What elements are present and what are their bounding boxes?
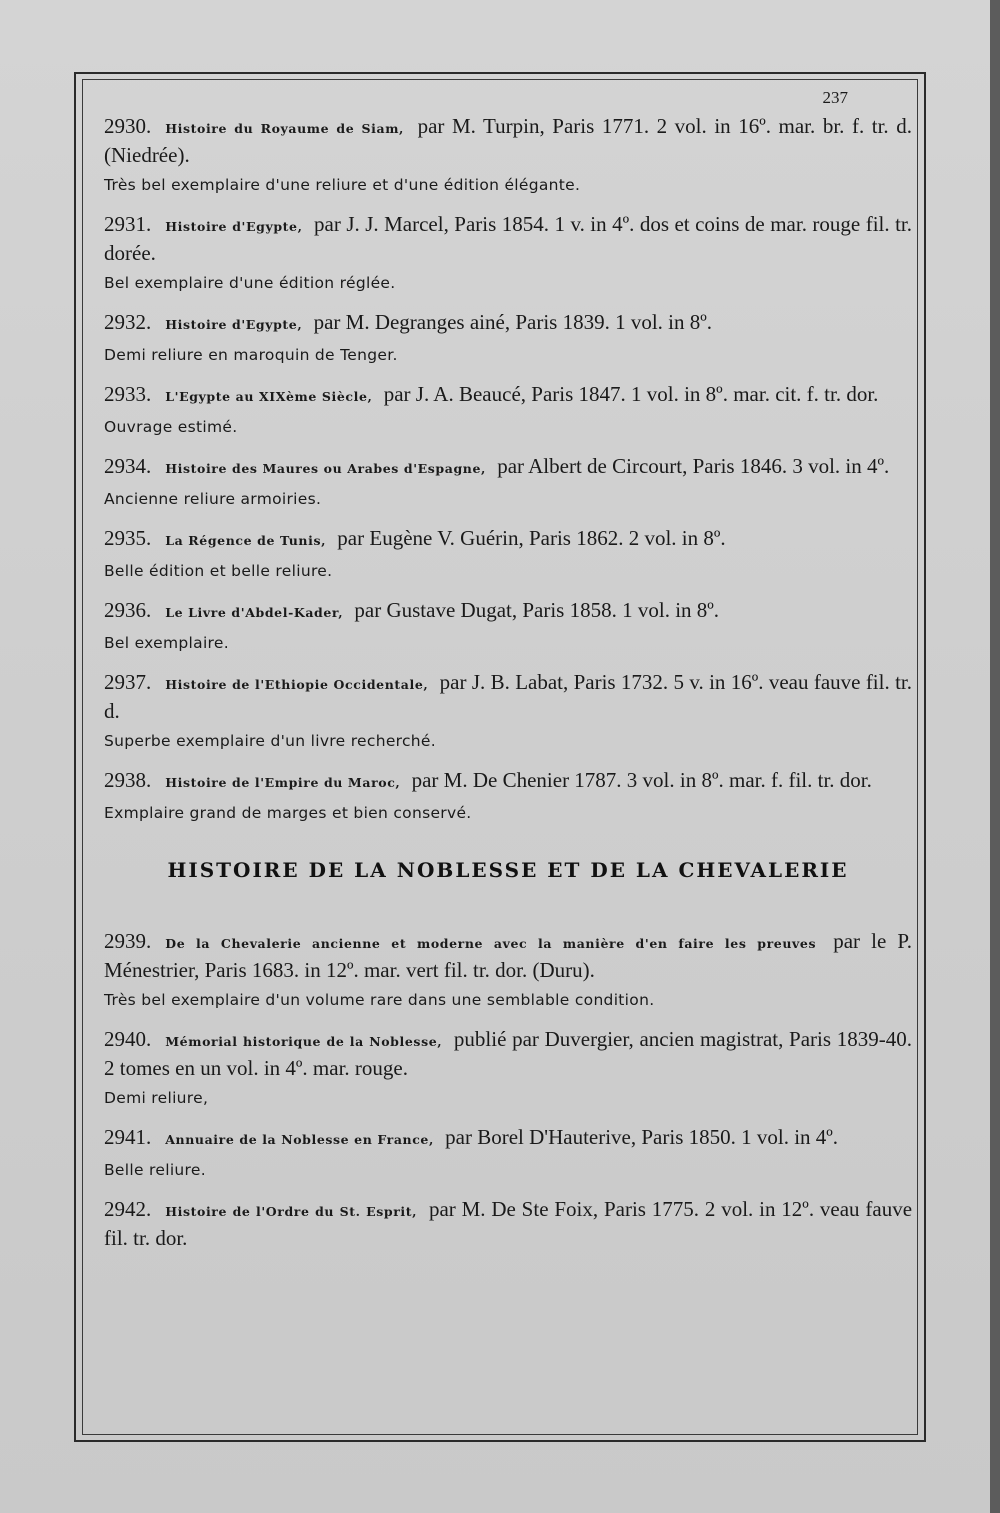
entry-main: [104, 597, 912, 626]
entry-title: Histoire d'Egypte,: [165, 219, 303, 234]
entry-text: par Borel D'Hauterive, Paris 1850. 1 vol. in 4º.: [445, 1125, 839, 1149]
entry-title: Annuaire de la Noblesse en France,: [165, 1132, 434, 1147]
entry-main: [104, 211, 912, 266]
entry-main: [104, 669, 912, 724]
catalog-entry: [104, 309, 912, 366]
entry-text: par J. J. Marcel, Paris 1854. 1 v. in 4º. dos et coins de mar. rouge fil. tr. dorée.: [104, 212, 913, 265]
entry-number: 2939.: [104, 929, 152, 953]
catalog-entry: [104, 453, 912, 510]
entry-title: Histoire des Maures ou Arabes d'Espagne,: [165, 461, 486, 476]
entry-main: [104, 113, 912, 168]
catalog-entry: [104, 1026, 912, 1109]
entry-main: [104, 767, 912, 796]
section-heading: HISTOIRE DE LA NOBLESSE ET DE LA CHEVALERIE: [167, 858, 849, 882]
entry-title: Mémorial historique de la Noblesse,: [165, 1034, 443, 1049]
entry-main: [104, 525, 912, 554]
entry-number: 2941.: [104, 1125, 152, 1149]
entry-text: par M. Degranges ainé, Paris 1839. 1 vol. in 8º.: [313, 310, 713, 334]
entry-note: Demi reliure,: [104, 1089, 209, 1107]
entry-title: Histoire du Royaume de Siam,: [165, 121, 405, 136]
entry-note: Exmplaire grand de marges et bien conservé.: [104, 804, 472, 822]
entry-number: 2937.: [104, 670, 152, 694]
entry-main: [104, 1196, 912, 1251]
entry-main: [104, 453, 912, 482]
entry-text: par le P. Ménestrier, Paris 1683. in 12º. mar. vert fil. tr. dor. (Duru).: [104, 929, 912, 982]
entry-title: Histoire de l'Ethiopie Occidentale,: [165, 677, 429, 692]
entry-note: Superbe exemplaire d'un livre recherché.: [104, 732, 436, 750]
entry-number: 2935.: [104, 526, 152, 550]
entry-title: Histoire de l'Empire du Maroc,: [165, 775, 401, 790]
entry-number: 2932.: [104, 310, 152, 334]
entry-note: Ouvrage estimé.: [104, 418, 238, 436]
entry-text: par M. De Chenier 1787. 3 vol. in 8º. mar. f. fil. tr. dor.: [411, 768, 872, 792]
entry-main: [104, 1124, 912, 1153]
catalog-entry: [104, 525, 912, 582]
catalog-entry: [104, 1196, 912, 1251]
entry-text: par Eugène V. Guérin, Paris 1862. 2 vol. in 8º.: [337, 526, 726, 550]
entry-main: [104, 381, 912, 410]
entry-main: [104, 309, 912, 338]
catalog-entry: [104, 928, 912, 1011]
catalog-entry: [104, 381, 912, 438]
catalog-entry: [104, 1124, 912, 1181]
catalog-content: [104, 113, 912, 1266]
page-number: 237: [822, 88, 848, 107]
entry-text: par Albert de Circourt, Paris 1846. 3 vol. in 4º.: [497, 454, 890, 478]
entry-note: Très bel exemplaire d'une reliure et d'une édition élégante.: [104, 176, 581, 194]
entry-text: par J. B. Labat, Paris 1732. 5 v. in 16º. veau fauve fil. tr. d.: [104, 670, 912, 723]
entry-number: 2933.: [104, 382, 152, 406]
entry-title: L'Egypte au XIXème Siècle,: [165, 389, 373, 404]
entry-title: La Régence de Tunis,: [165, 533, 327, 548]
catalog-entry: [104, 211, 912, 294]
entry-text: par Gustave Dugat, Paris 1858. 1 vol. in 8º.: [354, 598, 720, 622]
entry-main: [104, 928, 912, 983]
catalog-entry: [104, 597, 912, 654]
entry-note: Demi reliure en maroquin de Tenger.: [104, 346, 398, 364]
entry-number: 2942.: [104, 1197, 152, 1221]
entry-title: De la Chevalerie ancienne et moderne avec la manière d'en faire les preuves: [165, 936, 817, 951]
entry-main: [104, 1026, 912, 1081]
entry-number: 2938.: [104, 768, 152, 792]
entry-note: Bel exemplaire d'une édition réglée.: [104, 274, 396, 292]
entry-title: Histoire d'Egypte,: [165, 317, 303, 332]
entry-number: 2940.: [104, 1027, 152, 1051]
entry-note: Belle édition et belle reliure.: [104, 562, 333, 580]
entry-text: par M. De Ste Foix, Paris 1775. 2 vol. in 12º. veau fauve fil. tr. dor.: [104, 1197, 913, 1250]
entry-number: 2930.: [104, 114, 152, 138]
entry-number: 2931.: [104, 212, 152, 236]
entry-note: Belle reliure.: [104, 1161, 206, 1179]
catalog-entry: [104, 113, 912, 196]
catalog-entry: [104, 767, 912, 824]
entry-note: Ancienne reliure armoiries.: [104, 490, 322, 508]
entry-number: 2936.: [104, 598, 152, 622]
entry-title: Le Livre d'Abdel-Kader,: [165, 605, 344, 620]
entry-text: par M. Turpin, Paris 1771. 2 vol. in 16º. mar. br. f. tr. d. (Niedrée).: [104, 114, 912, 167]
entry-title: Histoire de l'Ordre du St. Esprit,: [165, 1204, 418, 1219]
entry-text: publié par Duvergier, ancien magistrat, Paris 1839-40. 2 tomes en un vol. in 4º. mar. rouge.: [104, 1027, 913, 1080]
entry-text: par J. A. Beaucé, Paris 1847. 1 vol. in 8º. mar. cit. f. tr. dor.: [383, 382, 879, 406]
catalog-entry: [104, 669, 912, 752]
entry-number: 2934.: [104, 454, 152, 478]
entry-note: Bel exemplaire.: [104, 634, 229, 652]
entry-note: Très bel exemplaire d'un volume rare dans une semblable condition.: [104, 991, 655, 1009]
